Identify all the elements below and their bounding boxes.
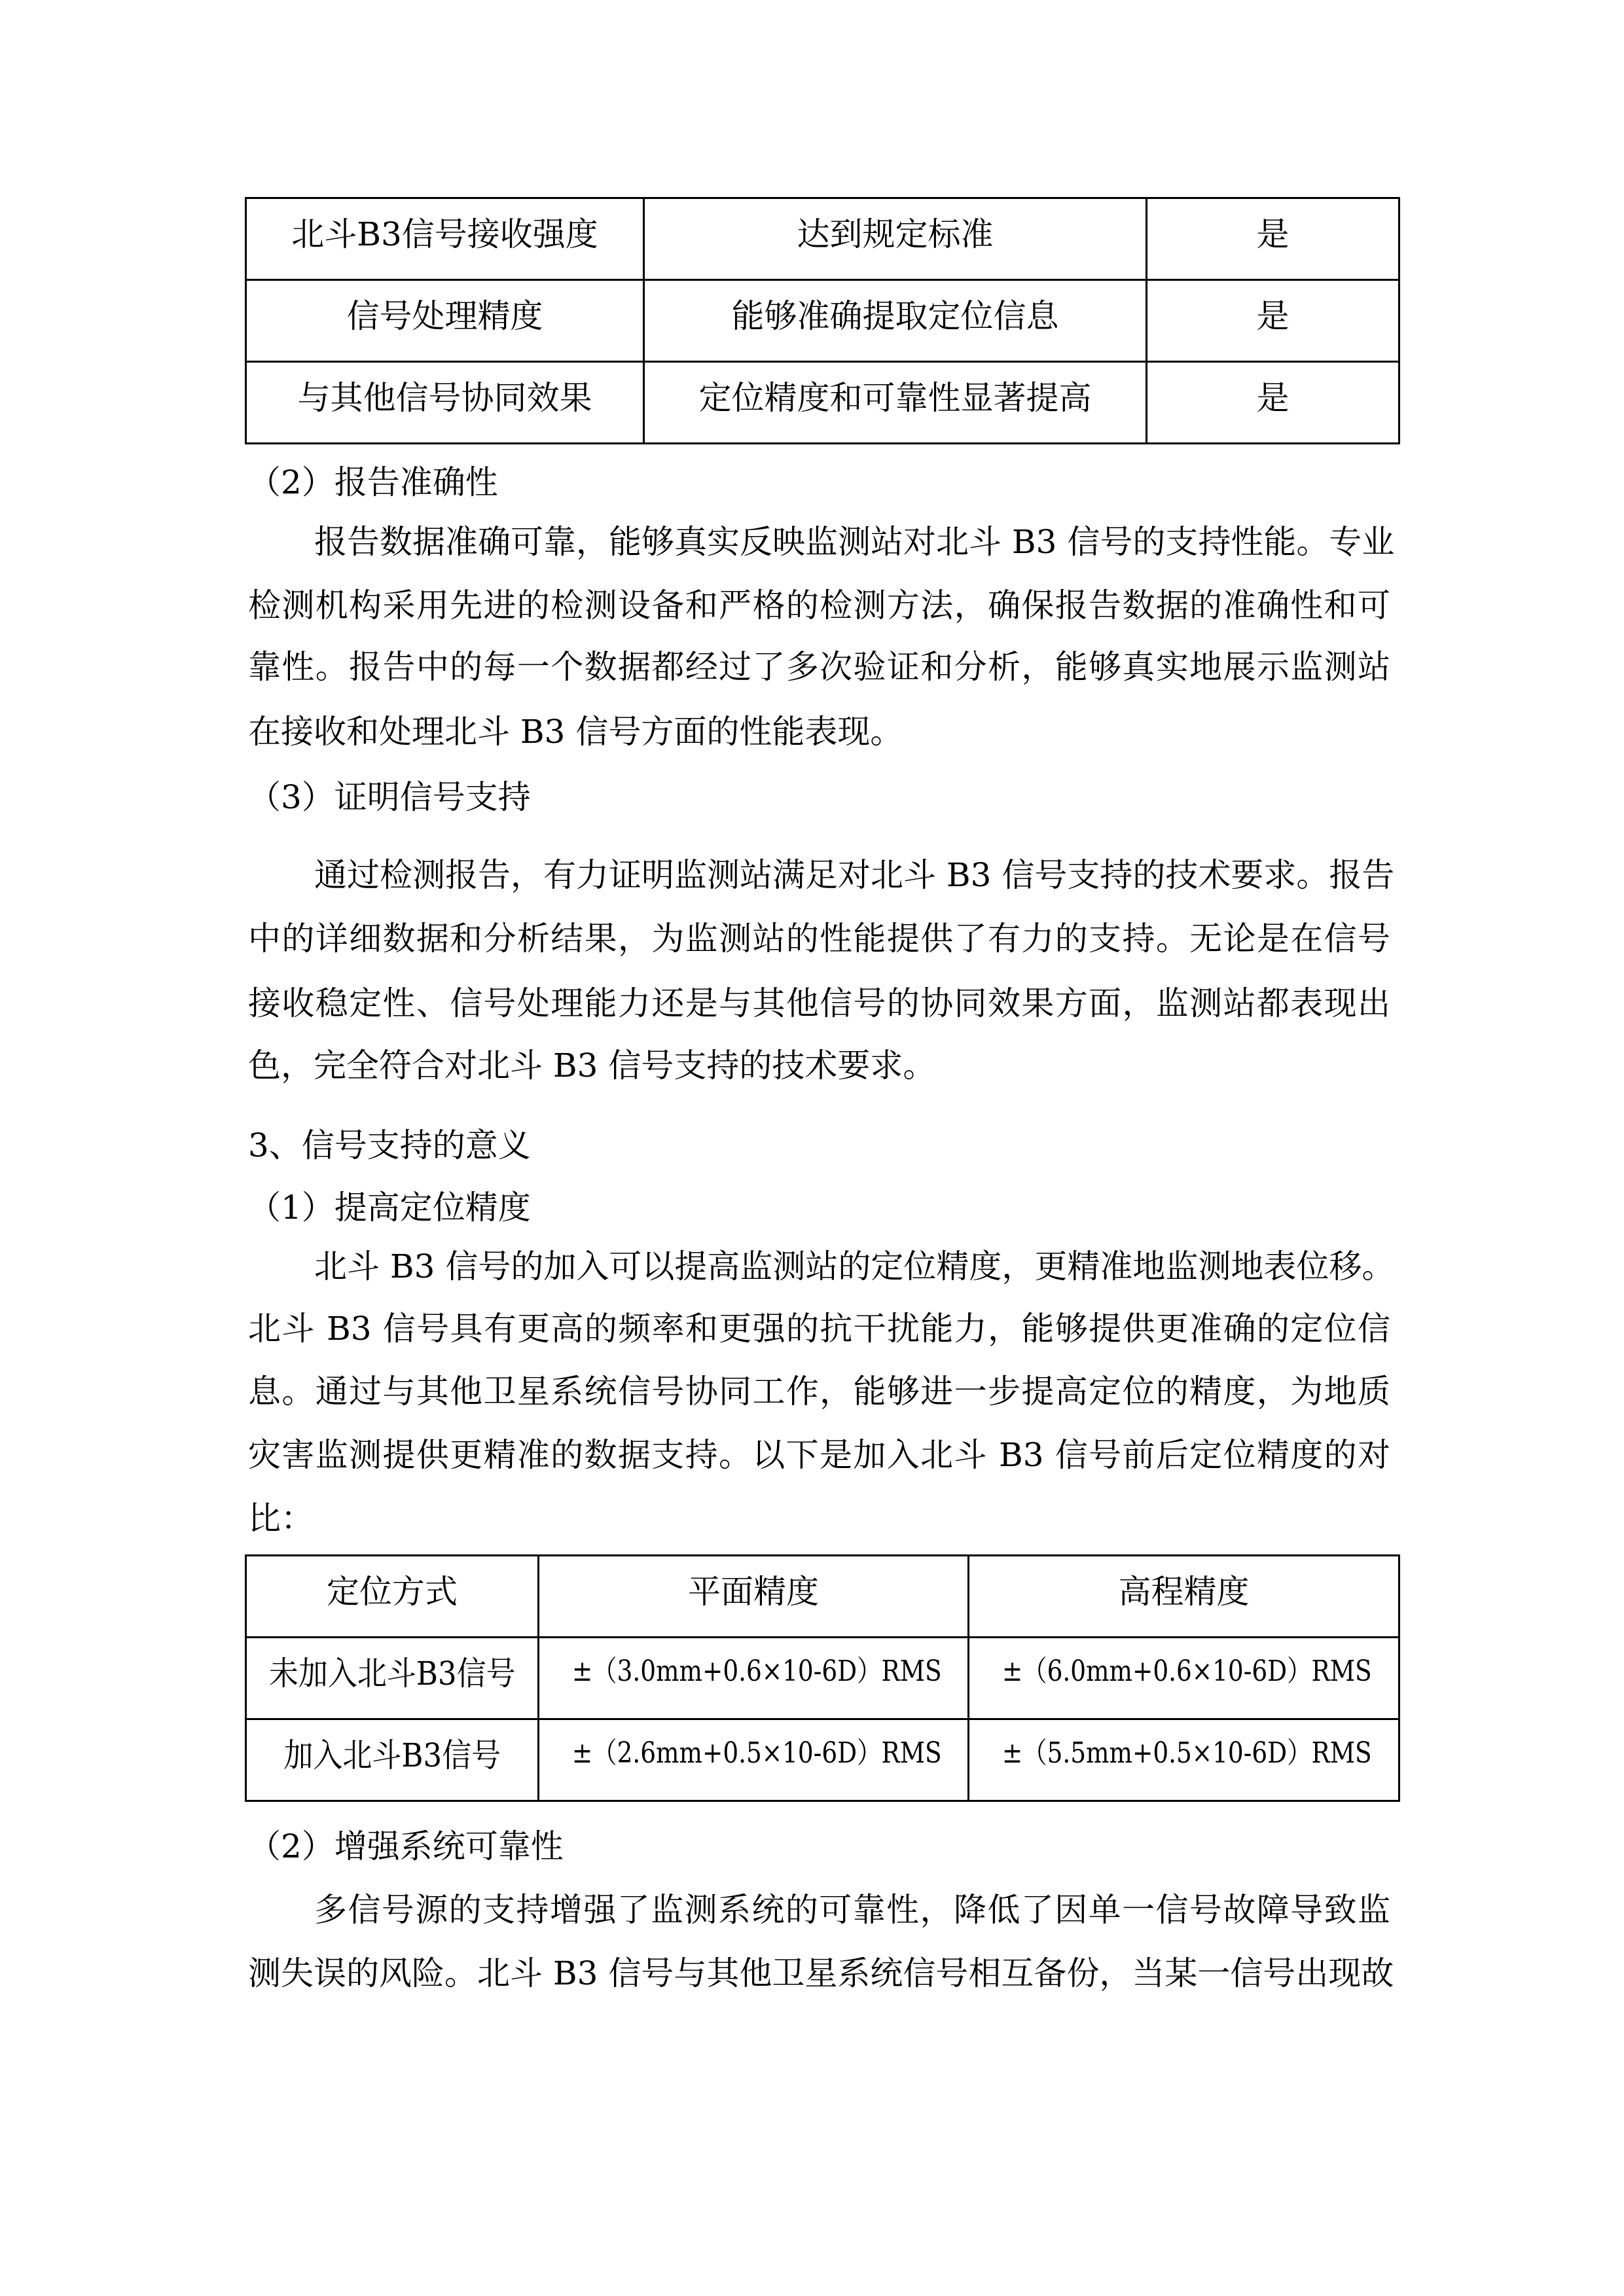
paragraph-line: 靠性。报告中的每一个数据都经过了多次验证和分析，能够真实地展示监测站 (248, 648, 1390, 686)
paragraph-line: 在接收和处理北斗 B3 信号方面的性能表现。 (248, 713, 903, 751)
table-cell: 信号处理精度 (246, 280, 644, 362)
table-cell (246, 1638, 539, 1719)
table-row (246, 362, 1399, 444)
paragraph-line: 接收稳定性、信号处理能力还是与其他信号的协同效果方面，监测站都表现出 (248, 984, 1390, 1022)
cell-text: 加入北斗B3信号 (283, 1736, 501, 1774)
paragraph-line: 检测机构采用先进的检测设备和严格的检测方法，确保报告数据的准确性和可 (248, 586, 1390, 624)
table-cell: 是 (1147, 362, 1399, 444)
table-cell (539, 1719, 969, 1801)
column-header: 定位方式 (246, 1556, 539, 1638)
table-cell: 能够准确提取定位信息 (644, 280, 1147, 362)
cell-text: ±（5.5mm+0.5×10-6D）RMS (1001, 1736, 1372, 1770)
section-heading: （2）增强系统可靠性 (248, 1827, 564, 1865)
paragraph-line: 色，完全符合对北斗 B3 信号支持的技术要求。 (248, 1047, 936, 1085)
table-cell: 达到规定标准 (644, 198, 1147, 280)
paragraph-line: 通过检测报告，有力证明监测站满足对北斗 B3 信号支持的技术要求。报告 (314, 856, 1395, 894)
table-row (246, 1719, 1399, 1801)
paragraph-line: 北斗 B3 信号的加入可以提高监测站的定位精度，更精准地监测地表位移。 (314, 1247, 1395, 1285)
signal-test-table (245, 197, 1400, 444)
table-row (246, 280, 1399, 362)
paragraph-line: 息。通过与其他卫星系统信号协同工作，能够进一步提高定位的精度，为地质 (248, 1372, 1390, 1410)
section-heading: 3、信号支持的意义 (248, 1126, 531, 1164)
paragraph-line: 报告数据准确可靠，能够真实反映监测站对北斗 B3 信号的支持性能。专业 (314, 523, 1395, 561)
column-header: 高程精度 (969, 1556, 1399, 1638)
table-cell: 定位精度和可靠性显著提高 (644, 362, 1147, 444)
table-cell: 是 (1147, 198, 1399, 280)
section-heading: （2）报告准确性 (248, 463, 498, 501)
section-heading: （3）证明信号支持 (248, 778, 531, 816)
section-heading: （1）提高定位精度 (248, 1189, 531, 1227)
paragraph-line: 多信号源的支持增强了监测系统的可靠性，降低了因单一信号故障导致监 (314, 1891, 1390, 1929)
paragraph-line: 灾害监测提供更精准的数据支持。以下是加入北斗 B3 信号前后定位精度的对 (248, 1436, 1390, 1474)
accuracy-comparison-table (245, 1554, 1400, 1802)
paragraph-line: 测失误的风险。北斗 B3 信号与其他卫星系统信号相互备份，当某一信号出现故 (248, 1954, 1394, 1992)
cell-text: ±（3.0mm+0.6×10-6D）RMS (571, 1655, 942, 1688)
column-header: 平面精度 (539, 1556, 969, 1638)
table-row (246, 1638, 1399, 1719)
table-cell: 与其他信号协同效果 (246, 362, 644, 444)
table-header-row (246, 1556, 1399, 1638)
paragraph-line: 中的详细数据和分析结果，为监测站的性能提供了有力的支持。无论是在信号 (248, 920, 1390, 958)
table-cell (539, 1638, 969, 1719)
cell-text: 未加入北斗B3信号 (268, 1655, 516, 1693)
cell-text: ±（2.6mm+0.5×10-6D）RMS (571, 1736, 942, 1770)
table-cell (969, 1638, 1399, 1719)
paragraph-line: 比： (248, 1499, 314, 1537)
table-row (246, 198, 1399, 280)
table-cell (246, 1719, 539, 1801)
table-cell: 北斗B3信号接收强度 (246, 198, 644, 280)
paragraph-line: 北斗 B3 信号具有更高的频率和更强的抗干扰能力，能够提供更准确的定位信 (248, 1310, 1390, 1348)
cell-text: ±（6.0mm+0.6×10-6D）RMS (1001, 1655, 1372, 1688)
table-cell (969, 1719, 1399, 1801)
table-cell: 是 (1147, 280, 1399, 362)
